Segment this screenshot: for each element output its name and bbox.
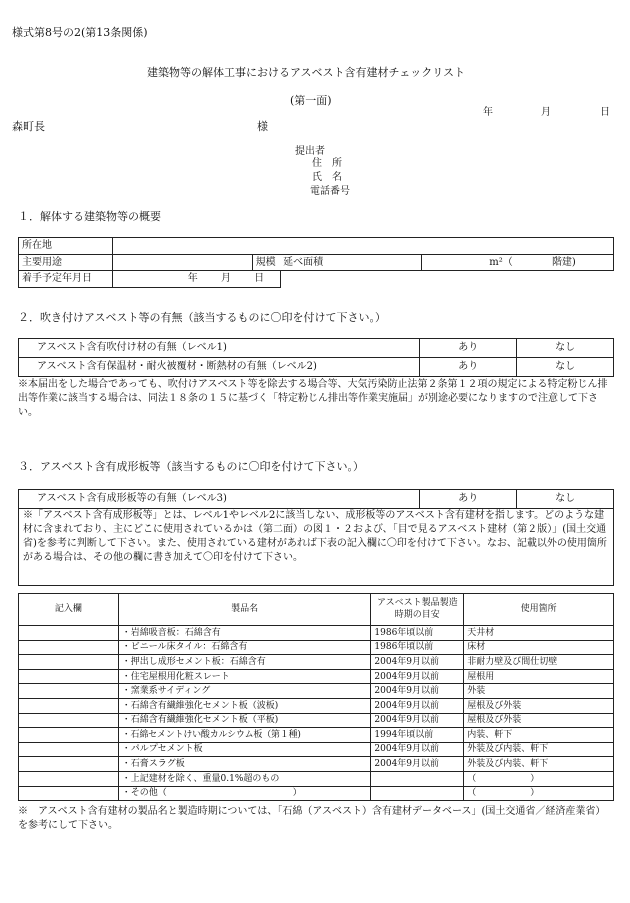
footer-note: ※ アスベスト含有建材の製品名と製造時期については、「石綿（アスベスト）含有建材データベース」(国土交通省／経済産業省）を参考にして下さい。 [18, 806, 606, 831]
level3-yes[interactable]: あり [420, 490, 517, 509]
product-cell: ・押出し成形セメント板：石綿含有 [118, 655, 371, 670]
product-cell: ・石膏スラグ板 [118, 757, 371, 772]
location-cell: 屋根及び外装 [464, 698, 614, 713]
table-row [19, 757, 614, 772]
section2-heading: ２．吹き付けアスベスト等の有無（該当するものに〇印を付けて下さい。） [18, 311, 387, 324]
table-row [19, 786, 614, 801]
use-field[interactable] [112, 254, 252, 271]
submitter-name-label: 氏 名 [312, 172, 342, 183]
entry-cell[interactable] [19, 771, 119, 786]
table-row [19, 626, 614, 641]
section3-heading: ３．アスベスト含有成形板等（該当するものに〇印を付けて下さい。） [18, 460, 365, 473]
period-cell [371, 771, 464, 786]
form-number: 様式第8号の2(第13条関係) [12, 26, 148, 39]
scale-label: 規模 [252, 254, 280, 271]
header-location: 使用箇所 [464, 594, 614, 626]
floors-suffix: 階建) [551, 256, 576, 268]
start-date-label: 着手予定年月日 [19, 271, 113, 288]
level1-no[interactable]: なし [517, 339, 614, 358]
product-cell: ・その他（ ） [118, 786, 371, 801]
period-cell: 2004年9月以前 [371, 698, 464, 713]
table-row [19, 742, 614, 757]
table-row [19, 490, 614, 509]
table-row [19, 698, 614, 713]
product-cell: ・住宅屋根用化粧スレート [118, 669, 371, 684]
period-cell: 2004年9月以前 [371, 684, 464, 699]
floor-area-field[interactable] [422, 254, 614, 271]
building-overview-table [18, 237, 614, 288]
product-cell: ・窯業系サイディング [118, 684, 371, 699]
location-cell: 非耐力壁及び間仕切壁 [464, 655, 614, 670]
submitter-address-label: 住 所 [312, 158, 342, 169]
period-cell: 2004年9月以前 [371, 757, 464, 772]
table-row [19, 713, 614, 728]
level2-no[interactable]: なし [517, 358, 614, 377]
molded-board-table [18, 489, 614, 509]
table-row [19, 640, 614, 655]
level1-yes[interactable]: あり [420, 339, 517, 358]
entry-cell[interactable] [19, 698, 119, 713]
period-cell: 2004年9月以前 [371, 742, 464, 757]
product-cell: ・上記建材を除く、重量0.1%超のもの [118, 771, 371, 786]
period-cell [371, 786, 464, 801]
blank-cell [280, 271, 613, 288]
location-cell: 天井材 [464, 626, 614, 641]
product-cell: ・ビニール床タイル：石綿含有 [118, 640, 371, 655]
document-title: 建築物等の解体工事におけるアスベスト含有建材チェックリスト [147, 66, 466, 79]
entry-cell[interactable] [19, 742, 119, 757]
product-cell: ・パルプセメント板 [118, 742, 371, 757]
level3-label: アスベスト含有成形板等の有無（レベル3) [19, 490, 420, 509]
section3-note: ※「アスベスト含有成形板等」とは、レベル1やレベル2に該当しない、成形板等のアスベスト含有建材を指します。どのような建材に含まれており、主にどこに使用されているかは（第二面）の図１・２および、「目で見るアスベスト建材（第２版）」(国土交通省)を参考に判断して下さい。また、使用されている建材があれば下表の記入欄に〇印を付けて下さい。なお、記載以外の使用箇所がある場合は、その他の欄に書き加えて〇印を付けて下さい。 [18, 508, 614, 586]
location-cell: （ ） [464, 786, 614, 801]
product-cell: ・岩綿吸音板：石綿含有 [118, 626, 371, 641]
submitter-label: 提出者 [295, 146, 325, 157]
location-field[interactable] [112, 238, 613, 255]
entry-cell[interactable] [19, 640, 119, 655]
period-cell: 1986年頃以前 [371, 640, 464, 655]
addressee-honorific: 様 [257, 120, 268, 133]
use-label: 主要用途 [19, 254, 113, 271]
table-row [19, 771, 614, 786]
entry-cell[interactable] [19, 626, 119, 641]
product-cell: ・石綿含有繊維強化セメント板（波板) [118, 698, 371, 713]
level1-label: アスベスト含有吹付け材の有無（レベル1) [19, 339, 420, 358]
location-cell: 屋根及び外装 [464, 713, 614, 728]
submitter-phone-label: 電話番号 [310, 186, 350, 197]
section1-heading: １．解体する建築物等の概要 [18, 210, 161, 223]
table-row [19, 728, 614, 743]
level2-label: アスベスト含有保温材・耐火被覆材・断熱材の有無（レベル2) [19, 358, 420, 377]
location-cell: 屋根用 [464, 669, 614, 684]
entry-cell[interactable] [19, 728, 119, 743]
page-label: (第一面) [290, 94, 332, 107]
start-year: 年 [187, 273, 198, 284]
period-cell: 2004年9月以前 [371, 655, 464, 670]
table-row [19, 669, 614, 684]
product-cell: ・石綿含有繊維強化セメント板（平板) [118, 713, 371, 728]
date-month: 月 [541, 107, 551, 118]
table-row [19, 684, 614, 699]
level2-yes[interactable]: あり [420, 358, 517, 377]
period-cell: 2004年9月以前 [371, 713, 464, 728]
materials-table [18, 593, 614, 801]
date-year: 年 [483, 107, 493, 118]
location-cell: （ ） [464, 771, 614, 786]
level3-no[interactable]: なし [517, 490, 614, 509]
period-cell: 1994年頃以前 [371, 728, 464, 743]
entry-cell[interactable] [19, 757, 119, 772]
area-unit: m²（ [489, 256, 513, 268]
start-month: 月 [220, 273, 231, 284]
section2-note: ※本届出をした場合であっても、吹付けアスベスト等を除去する場合等、大気汚染防止法第２条第１２項の規定による特定粉じん排出等作業に該当する場合は、同法１８条の１５に基づく「特定粉じん排出等作業実施届」が別途必要になりますので注意して下さい。 [18, 379, 608, 418]
sprayed-asbestos-table [18, 338, 614, 377]
header-entry: 記入欄 [19, 594, 119, 626]
floor-area-label: 延べ面積 [280, 254, 422, 271]
period-cell: 1986年頃以前 [371, 626, 464, 641]
date-day: 日 [600, 107, 610, 118]
entry-cell[interactable] [19, 684, 119, 699]
table-row [19, 339, 614, 358]
header-product: 製品名 [118, 594, 371, 626]
entry-cell[interactable] [19, 669, 119, 684]
location-label: 所在地 [19, 238, 113, 255]
location-cell: 内装、軒下 [464, 728, 614, 743]
start-day: 日 [254, 273, 265, 284]
table-row [19, 655, 614, 670]
period-cell: 2004年9月以前 [371, 669, 464, 684]
start-date-field[interactable] [112, 271, 280, 288]
table-row [19, 358, 614, 377]
entry-cell[interactable] [19, 713, 119, 728]
location-cell: 外装及び内装、軒下 [464, 742, 614, 757]
product-cell: ・石綿セメントけい酸カルシウム板（第１種) [118, 728, 371, 743]
location-cell: 床材 [464, 640, 614, 655]
header-period: アスベスト製品製造時期の目安 [371, 594, 464, 626]
addressee-name: 森町長 [12, 120, 45, 133]
location-cell: 外装 [464, 684, 614, 699]
entry-cell[interactable] [19, 655, 119, 670]
location-cell: 外装及び内装、軒下 [464, 757, 614, 772]
entry-cell[interactable] [19, 786, 119, 801]
